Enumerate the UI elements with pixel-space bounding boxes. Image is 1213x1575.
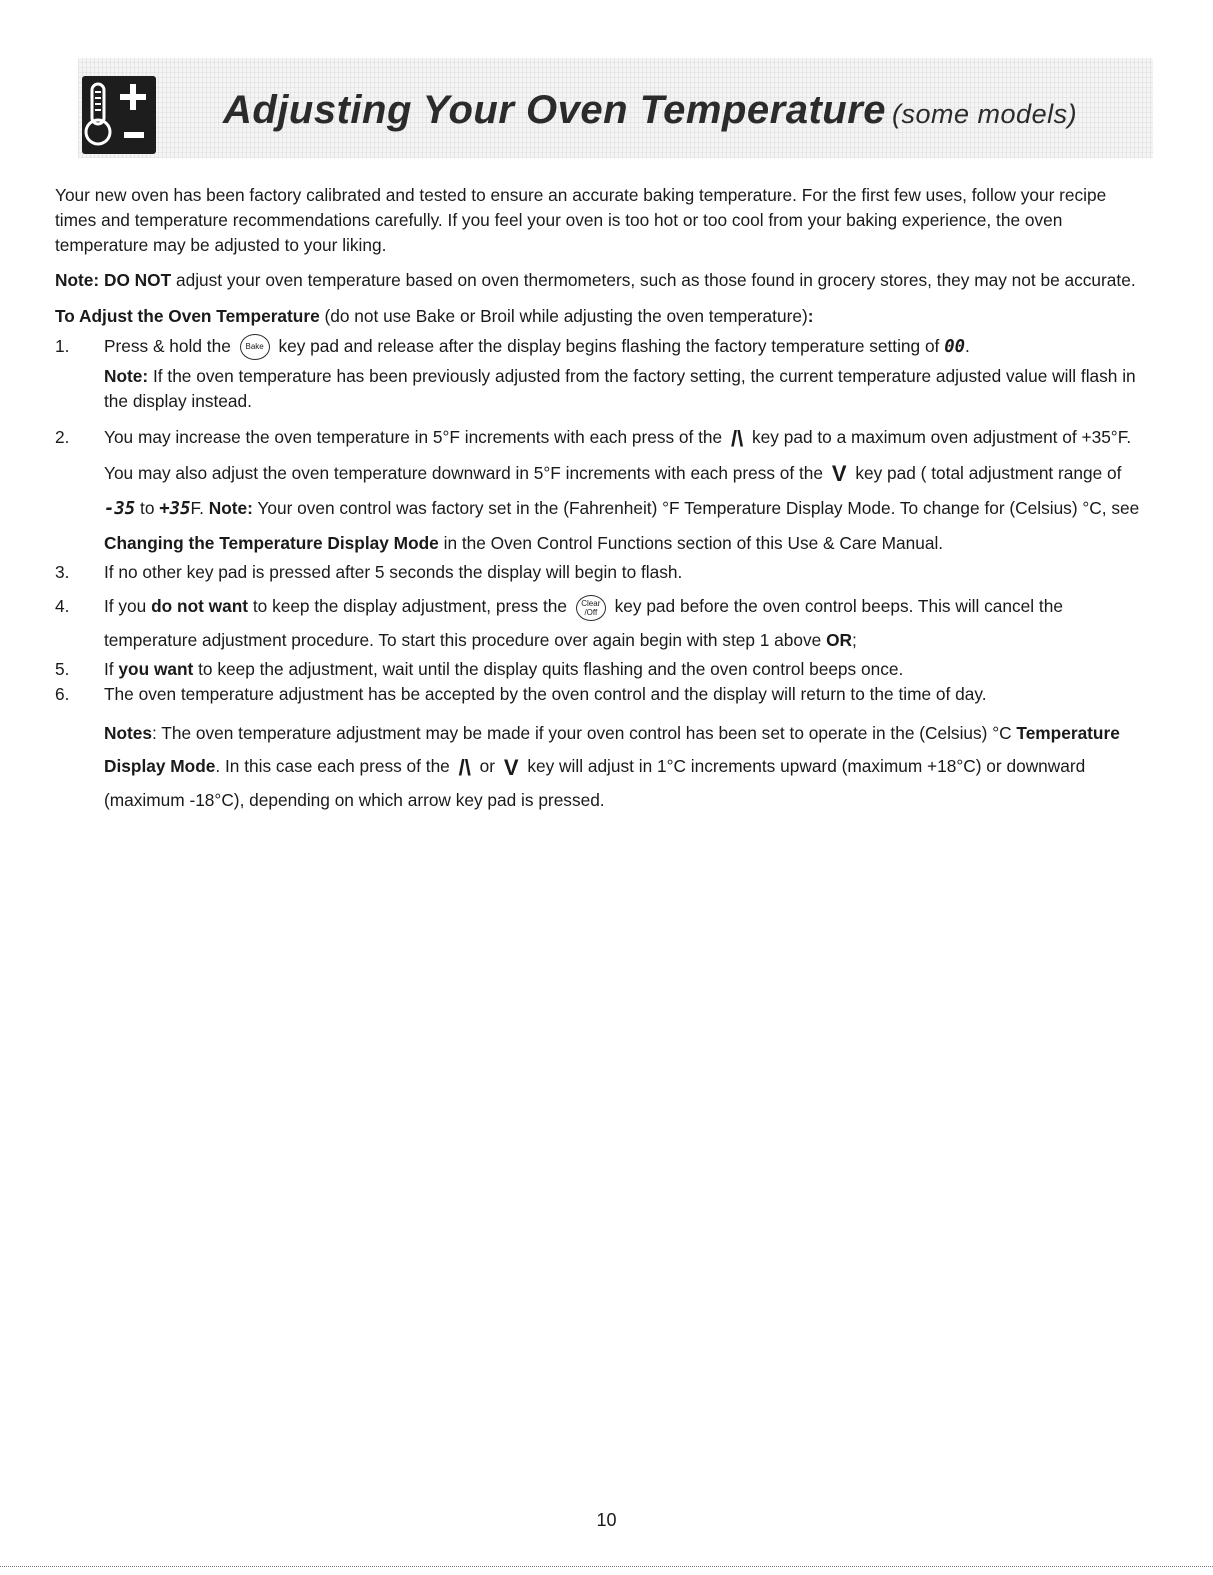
down-arrow-key-icon: V bbox=[831, 461, 847, 487]
section-heading-bold: To Adjust the Oven Temperature bbox=[55, 306, 320, 326]
step-number: 3. bbox=[55, 562, 70, 583]
section-heading bbox=[55, 304, 1147, 329]
notes-or: or bbox=[479, 756, 496, 777]
thermometer-plus-minus-icon-graphic bbox=[82, 76, 156, 154]
step-5 bbox=[55, 657, 1147, 682]
page-number: 10 bbox=[596, 1510, 617, 1530]
step-6-text: The oven temperature adjustment has be accepted by the oven control and the display will return to the time of day. bbox=[104, 684, 987, 705]
step-1-text-b: key pad and release after the display begins flashing the factory temperature setting of bbox=[278, 336, 940, 356]
page-title-text: Adjusting Your Oven Temperature bbox=[223, 88, 887, 132]
step-2-text-f: in the Oven Control Functions section of this Use & Care Manual. bbox=[443, 533, 944, 554]
step-2-text-a: You may increase the oven temperature in 5°F increments with each press of the bbox=[104, 427, 723, 448]
step-4 bbox=[55, 589, 1147, 657]
intro-paragraph: Your new oven has been factory calibrated and tested to ensure an accurate baking temperature. For the first few uses, follow your recipe times and temperature recommendations carefully. If you feel your oven is too hot or too cool from your baking experience, the oven temperature may be adjusted to your liking. bbox=[55, 185, 1107, 255]
step-1-note bbox=[104, 364, 1147, 414]
step-1-note-text: If the oven temperature has been previously adjusted from the factory setting, the current temperature adjusted value will flash in the display instead. bbox=[104, 366, 1136, 412]
page-bottom-divider bbox=[0, 1566, 1213, 1567]
step-4-text-b: to keep the display adjustment, press the bbox=[252, 596, 567, 617]
step-2-note-label: Note: bbox=[208, 498, 253, 519]
section-heading-colon: : bbox=[807, 306, 814, 326]
clear-off-key-icon bbox=[576, 595, 606, 621]
step-3 bbox=[55, 560, 1147, 585]
section-heading-paren: (do not use Bake or Broil while adjusting the oven temperature) bbox=[324, 306, 808, 326]
step-2 bbox=[55, 420, 1147, 560]
steps-list bbox=[55, 334, 1147, 707]
step-5-bold: you want bbox=[118, 659, 194, 680]
step-number: 5. bbox=[55, 659, 70, 680]
step-3-text: If no other key pad is pressed after 5 seconds the display will begin to flash. bbox=[104, 562, 683, 583]
step-2-text-e: Your oven control was factory set in the (Fahrenheit) °F Temperature Display Mode. To change for (Celsius) °C, see bbox=[257, 498, 1140, 519]
notes-label: Notes bbox=[104, 723, 153, 744]
step-1-period: . bbox=[965, 336, 970, 356]
step-4-bold: do not want bbox=[151, 596, 249, 617]
step-number: 6. bbox=[55, 684, 70, 705]
step-1 bbox=[55, 334, 1147, 414]
notes-text-c: key will adjust in 1°C increments upward (maximum +18°C) or downward (maximum -18°C), depending on which arrow key pad is pressed. bbox=[104, 756, 1086, 811]
thermometer-plus-minus-icon bbox=[82, 76, 156, 154]
step-2-text-c: key pad ( total adjustment range of bbox=[855, 462, 1122, 483]
step-2-text-b: key pad to a maximum oven adjustment of +35°F. You may also adjust the oven temperature downward in 5°F increments with each press of the bbox=[104, 427, 1132, 483]
notes-display-mode: Temperature Display Mode bbox=[104, 723, 1120, 777]
range-low-value: -35 bbox=[104, 499, 136, 520]
step-4-or: OR bbox=[826, 630, 853, 651]
notes-text-b: . In this case each press of the bbox=[215, 756, 450, 777]
display-mode-reference: Changing the Temperature Display Mode bbox=[104, 533, 439, 554]
clear-key-label-bottom: /Off bbox=[584, 607, 598, 617]
celsius-notes bbox=[55, 717, 1147, 817]
warning-note-label: Note: DO NOT bbox=[55, 270, 172, 290]
step-4-text-a: If you bbox=[104, 596, 147, 617]
step-number: 1. bbox=[55, 336, 70, 356]
bake-key-icon: Bake bbox=[240, 334, 270, 360]
step-2-text-d: F. bbox=[190, 498, 204, 519]
document-body bbox=[55, 183, 1147, 817]
page-title bbox=[223, 88, 1077, 133]
step-number: 4. bbox=[55, 596, 70, 617]
notes-text-a: : The oven temperature adjustment may be made if your oven control has been set to operate in the (Celsius) °C bbox=[152, 723, 1012, 744]
page-subtitle: (some models) bbox=[892, 99, 1078, 129]
step-5-text-b: to keep the adjustment, wait until the display quits flashing and the oven control beeps once. bbox=[198, 659, 904, 680]
step-5-text-a: If bbox=[104, 659, 114, 680]
down-arrow-key-icon: V bbox=[503, 755, 519, 781]
factory-setting-value: 00 bbox=[944, 337, 965, 357]
step-1-text-a: Press & hold the bbox=[104, 336, 231, 356]
range-to: to bbox=[140, 498, 155, 519]
up-arrow-key-icon: /\ bbox=[458, 755, 471, 781]
step-number: 2. bbox=[55, 427, 70, 448]
step-4-text-c: key pad before the oven control beeps. This will cancel the temperature adjustment procedure. To start this procedure over again begin with step 1 above bbox=[104, 596, 1063, 651]
step-1-note-label: Note: bbox=[104, 366, 149, 387]
warning-note bbox=[55, 268, 1147, 293]
step-4-end: ; bbox=[852, 630, 857, 651]
up-arrow-key-icon: /\ bbox=[730, 425, 744, 451]
clear-key-label-top: Clear bbox=[581, 598, 601, 608]
step-6 bbox=[55, 682, 1147, 707]
warning-note-text: adjust your oven temperature based on oven thermometers, such as those found in grocery stores, they may not be accurate. bbox=[175, 270, 1136, 290]
range-high-value: +35 bbox=[159, 499, 191, 520]
